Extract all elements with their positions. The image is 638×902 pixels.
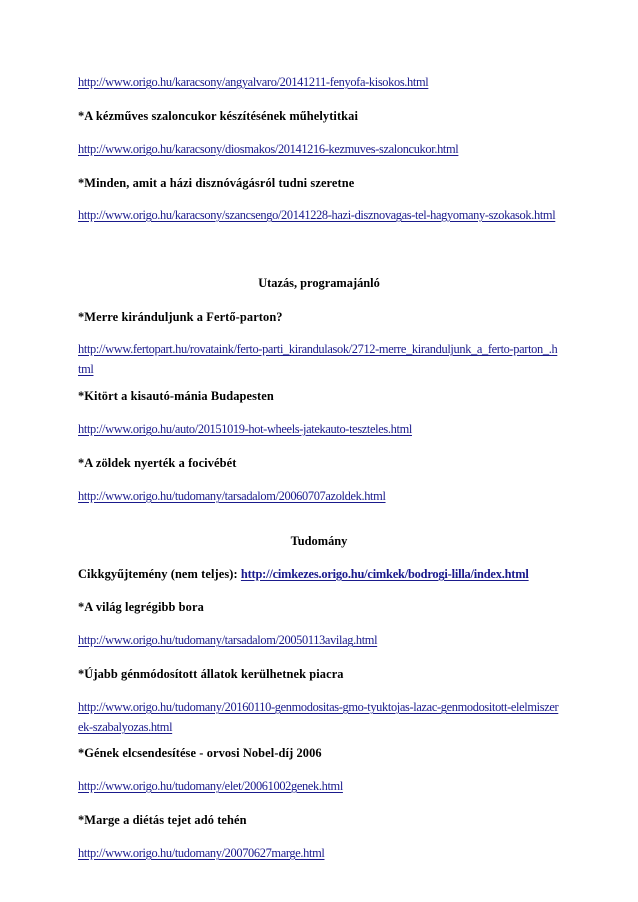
section-heading-utazas: Utazás, programajánló	[258, 276, 380, 290]
collection-link[interactable]: http://cimkezes.origo.hu/cimkek/bodrogi-lilla/index.html	[240, 567, 529, 581]
link-genmodositas[interactable]: http://www.origo.hu/tudomany/20160110-genmodositas-gmo-tyuktojas-lazac-genmodositott-elelmiszerek-szabalyozas.html	[78, 700, 559, 734]
link-hazi-disznovagas[interactable]: http://www.origo.hu/karacsony/szancsengo/20141228-hazi-disznovagas-tel-hagyomany-szokasok.html	[78, 208, 556, 222]
section-heading-tudomany: Tudomány	[290, 534, 348, 548]
item-title-vilag-legregibb-bora: *A világ legrégibb bora	[78, 600, 204, 614]
link-fenyofa-kisokos[interactable]: http://www.origo.hu/karacsony/angyalvaro/20141211-fenyofa-kisokos.html	[78, 75, 429, 89]
link-zoldek[interactable]: http://www.origo.hu/tudomany/tarsadalom/20060707azoldek.html	[78, 489, 386, 503]
item-title-genek-nobel: *Gének elcsendesítése - orvosi Nobel-díj 2006	[78, 746, 322, 760]
link-hot-wheels[interactable]: http://www.origo.hu/auto/20151019-hot-wheels-jatekauto-teszteles.html	[78, 422, 412, 436]
item-title-disznovagas: *Minden, amit a házi disznóvágásról tudni szeretne	[78, 176, 355, 190]
link-kezmuves-szaloncukor[interactable]: http://www.origo.hu/karacsony/diosmakos/20141216-kezmuves-szaloncukor.html	[78, 142, 459, 156]
item-title-ferto-part: *Merre kiránduljunk a Fertő-parton?	[78, 310, 283, 324]
link-vilag-bora[interactable]: http://www.origo.hu/tudomany/tarsadalom/20050113avilag.html	[78, 633, 378, 647]
item-title-szaloncukor: *A kézműves szaloncukor készítésének műhelytitkai	[78, 109, 359, 123]
item-title-marge: *Marge a diétás tejet adó tehén	[78, 813, 247, 827]
collection-line	[78, 564, 560, 584]
item-title-kisauto: *Kitört a kisautó-mánia Budapesten	[78, 389, 274, 403]
link-ferto-part[interactable]: http://www.fertopart.hu/rovataink/ferto-parti_kirandulasok/2712-merre_kiranduljunk_a_ferto-parton_.html	[78, 342, 558, 376]
item-title-genmodositott: *Újabb génmódosított állatok kerülhetnek piacra	[78, 667, 344, 681]
item-title-zoldek: *A zöldek nyerték a focivébét	[78, 456, 237, 470]
link-marge[interactable]: http://www.origo.hu/tudomany/20070627marge.html	[78, 846, 325, 860]
link-genek[interactable]: http://www.origo.hu/tudomany/elet/20061002genek.html	[78, 779, 343, 793]
collection-label: Cikkgyűjtemény (nem teljes):	[78, 567, 241, 581]
